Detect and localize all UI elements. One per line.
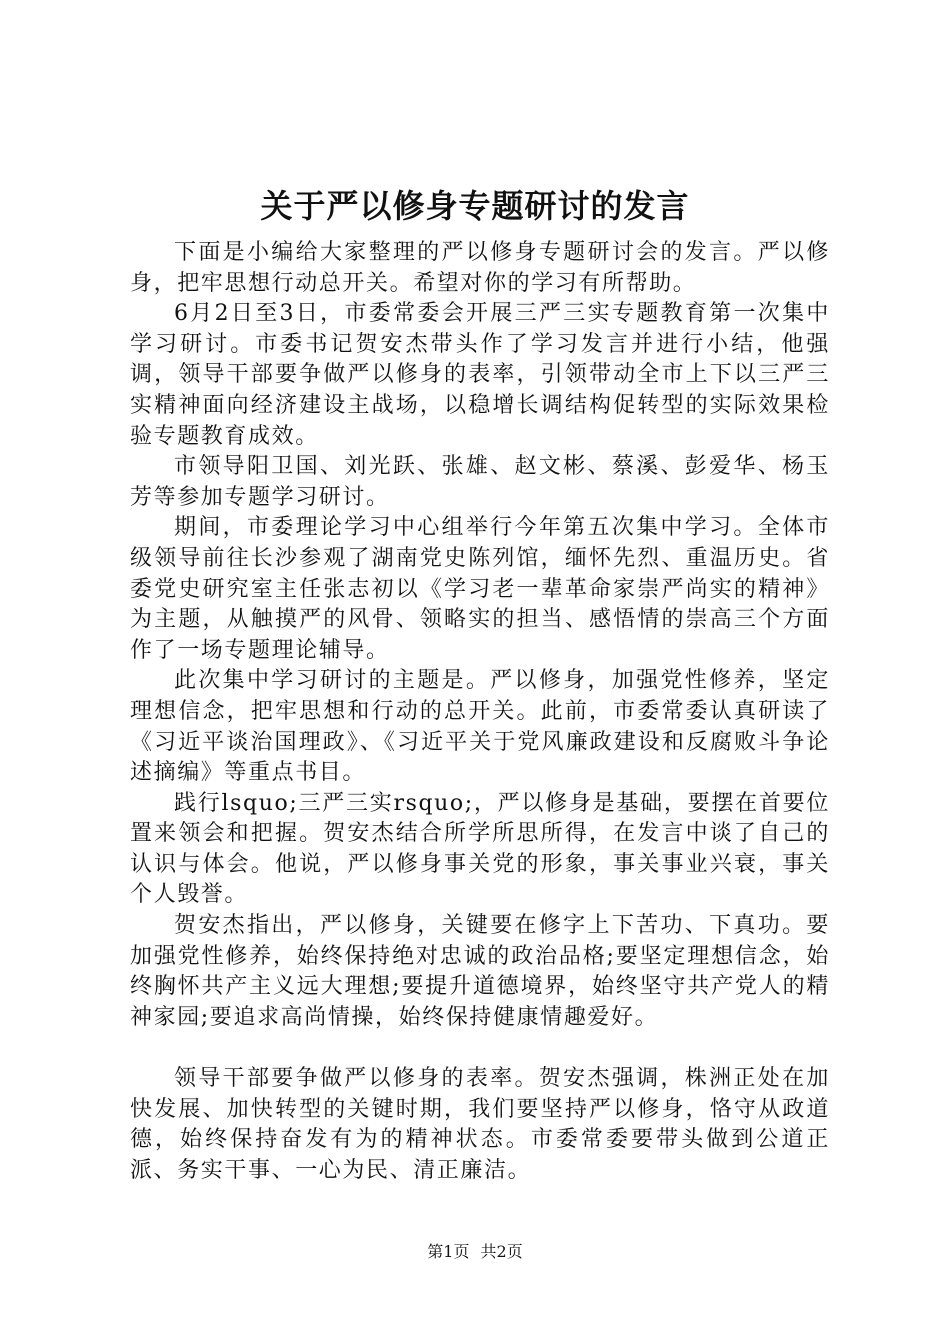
paragraph-leaders-example: 领导干部要争做严以修身的表率。贺安杰强调，株洲正处在加快发展、加快转型的关键时期，我们要坚持严以修身，恪守从政道德，始终保持奋发有为的精神状态。市委常委要带头做到公道正派、务实干事、一心为民、清正廉洁。 — [130, 1066, 830, 1183]
paragraph-meeting: 6月2日至3日，市委常委会开展三严三实专题教育第一次集中学习研讨。市委书记贺安杰带头作了学习发言并进行小结，他强调，领导干部要争做严以修身的表率，引领带动全市上下以三严三实精神面向经济建设主战场，以稳增长调结构促转型的实际效果检验专题教育成效。 — [130, 301, 830, 449]
document-title: 关于严以修身专题研讨的发言 — [260, 187, 690, 225]
page-footer — [0, 1242, 950, 1262]
page-number: 第1页 — [427, 1242, 470, 1261]
paragraph-spacer — [130, 1033, 830, 1064]
paragraph-key-points: 贺安杰指出，严以修身，关键要在修字上下苦功、下真功。要加强党性修养，始终保持绝对忠诚的政治品格;要坚定理想信念，始终胸怀共产主义远大理想;要提升道德境界，始终坚守共产党人的精神家园;要追求高尚情操，始终保持健康情趣爱好。 — [130, 913, 830, 1030]
paragraph-attendees: 市领导阳卫国、刘光跃、张雄、赵文彬、蔡溪、彭爱华、杨玉芳等参加专题学习研讨。 — [130, 454, 830, 510]
paragraph-study-visit: 期间，市委理论学习中心组举行今年第五次集中学习。全体市级领导前往长沙参观了湖南党史陈列馆，缅怀先烈、重温历史。省委党史研究室主任张志初以《学习老一辈革命家崇严尚实的精神》为主题，从触摸严的风骨、领略实的担当、感悟情的崇高三个方面作了一场专题理论辅导。 — [130, 515, 830, 663]
page-total: 共2页 — [480, 1242, 523, 1261]
document-body — [130, 238, 830, 1186]
paragraph-practice: 践行lsquo;三严三实rsquo;，严以修身是基础，要摆在首要位置来领会和把握。贺安杰结合所学所思所得，在发言中谈了自己的认识与体会。他说，严以修身事关党的形象，事关事业兴衰，事关个人毁誉。 — [130, 790, 830, 908]
paragraph-theme: 此次集中学习研讨的主题是。严以修身，加强党性修养，坚定理想信念，把牢思想和行动的总开关。此前，市委常委认真研读了《习近平谈治国理政》、《习近平关于党风廉政建设和反腐败斗争论述摘编》等重点书目。 — [130, 668, 830, 786]
paragraph-intro: 下面是小编给大家整理的严以修身专题研讨会的发言。严以修身，把牢思想行动总开关。希望对你的学习有所帮助。 — [130, 240, 830, 296]
